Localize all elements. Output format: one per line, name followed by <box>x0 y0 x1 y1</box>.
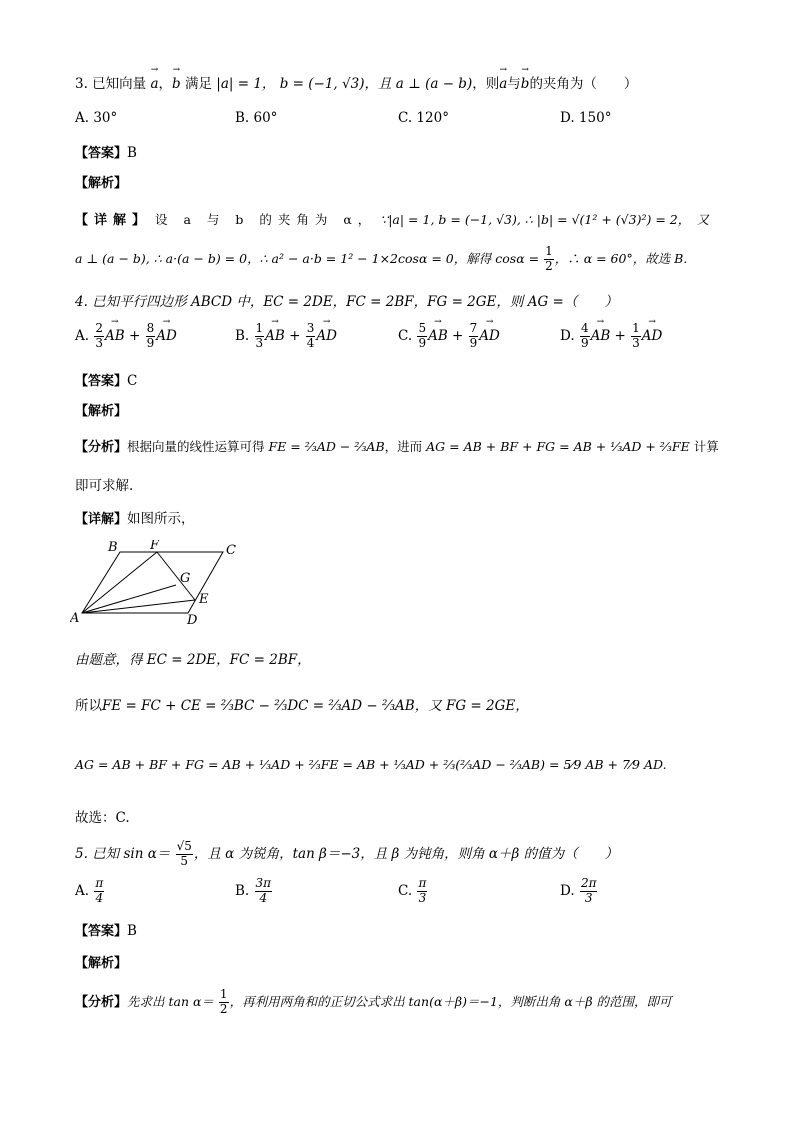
label-c: C <box>226 543 236 558</box>
q3-detail-line2: a ⊥ (a − b), ∴ a·(a − b) = 0，∴ a² − a·b = 1² − 1×2cosα = 0，解得 cosα = $\frac{1}{2}$ ，∴ α = 60°，故选 B. <box>75 244 688 273</box>
q5-fenxi: 【分析】先求出 tan α＝ $\frac{1}{2}$ ，再利用两角和的正切公式求出 tan(α＋β)＝−1，判断出角 α＋β 的范围，即可 <box>75 987 672 1016</box>
q4-step3: AG = AB + BF + FG = AB + ⅓AD + ⅔FE = AB + ⅓AD + ⅔(⅔AD − ⅔AB) = 5⁄9 AB + 7⁄9 AD. <box>75 757 667 772</box>
q5-analysis-heading: 【解析】 <box>75 956 128 971</box>
q3-stem: 3. 已知向量 → a，→ b 满足 |a| = 1， b = (−1, √3)，且 a ⊥ (a − b)，则→ a与→ b的夹角为（ ） <box>75 72 637 92</box>
segment-ae <box>82 600 195 613</box>
segment-af <box>82 552 157 613</box>
q5-option-d: D. $\frac{2\pi}{3}$ <box>560 876 597 905</box>
label-a: A <box>70 611 80 625</box>
vector-b: → b <box>172 76 181 92</box>
q5-stem: 5. 已知 sin α＝ $\frac{√5}{5}$ ，且 α 为锐角，tan β＝−3，且 β 为钝角，则角 α＋β 的值为（ ） <box>75 839 619 868</box>
q4-fenxi-line2: 即可求解. <box>75 478 134 494</box>
q4-option-a: A. $\frac{2}{3}$ → AB + $\frac{8}{9}$ → AD <box>75 322 177 351</box>
q5-option-c: C. $\frac{\pi}{3}$ <box>398 876 427 905</box>
q5-answer: 【答案】B <box>75 923 137 939</box>
label-g: G <box>180 571 191 586</box>
fraction-one-half: $\frac{1}{2}$ <box>545 244 553 273</box>
q5-option-a: A. $\frac{\pi}{4}$ <box>75 876 104 905</box>
q4-answer: 【答案】C <box>75 373 138 389</box>
q4-analysis-heading: 【解析】 <box>75 404 128 419</box>
q4-stem: 4. 已知平行四边形 ABCD 中，EC = 2DE，FC = 2BF，FG = 2GE，则 AG =（ ） <box>75 294 618 310</box>
segment-ag <box>82 585 176 613</box>
q4-step1: 由题意，得 EC = 2DE，FC = 2BF， <box>75 652 311 668</box>
q4-detail: 【详解】如图所示， <box>75 511 195 527</box>
q3-answer: 【答案】B <box>75 145 137 161</box>
q4-fenxi-line1: 【分析】根据向量的线性运算可得 FE = ⅔AD − ⅔AB，进而 AG = AB + BF + FG = AB + ⅓AD + ⅔FE 计算 <box>75 439 719 455</box>
q3-analysis-heading: 【解析】 <box>75 176 128 191</box>
q3-option-a: A. 30° <box>75 110 118 126</box>
q5-option-b: B. $\frac{3\pi}{4}$ <box>235 876 272 905</box>
label-e: E <box>199 592 209 607</box>
q3-detail-line1: 【详解】 设 a 与 b 的夹角为 α， ∵|a| = 1, b = (−1, √3), ∴ |b| = √(1² + (√3)²) = 2， 又 <box>75 212 709 228</box>
vector-a: → a <box>150 76 158 92</box>
label-f: F <box>150 540 160 553</box>
q3-option-b: B. 60° <box>235 110 278 126</box>
q3-option-c: C. 120° <box>398 110 449 126</box>
parallelogram-figure <box>70 540 250 625</box>
q4-conclusion: 故选：C. <box>75 810 130 826</box>
label-b: B <box>108 540 118 555</box>
fraction-root5-over-5: $\frac{√5}{5}$ <box>176 839 192 868</box>
q4-option-b: B. $\frac{1}{3}$ → AB + $\frac{3}{4}$ → AD <box>235 322 337 351</box>
q4-step2: 所以FE = FC + CE = ⅔BC − ⅔DC = ⅔AD − ⅔AB，又 FG = 2GE， <box>75 698 529 714</box>
q3-option-d: D. 150° <box>560 110 612 126</box>
q4-option-d: D. $\frac{4}{9}$ → AB + $\frac{1}{3}$ → AD <box>560 322 662 351</box>
label-d: D <box>187 613 198 625</box>
q4-option-c: C. $\frac{5}{9}$ → AB + $\frac{7}{9}$ → AD <box>398 322 500 351</box>
